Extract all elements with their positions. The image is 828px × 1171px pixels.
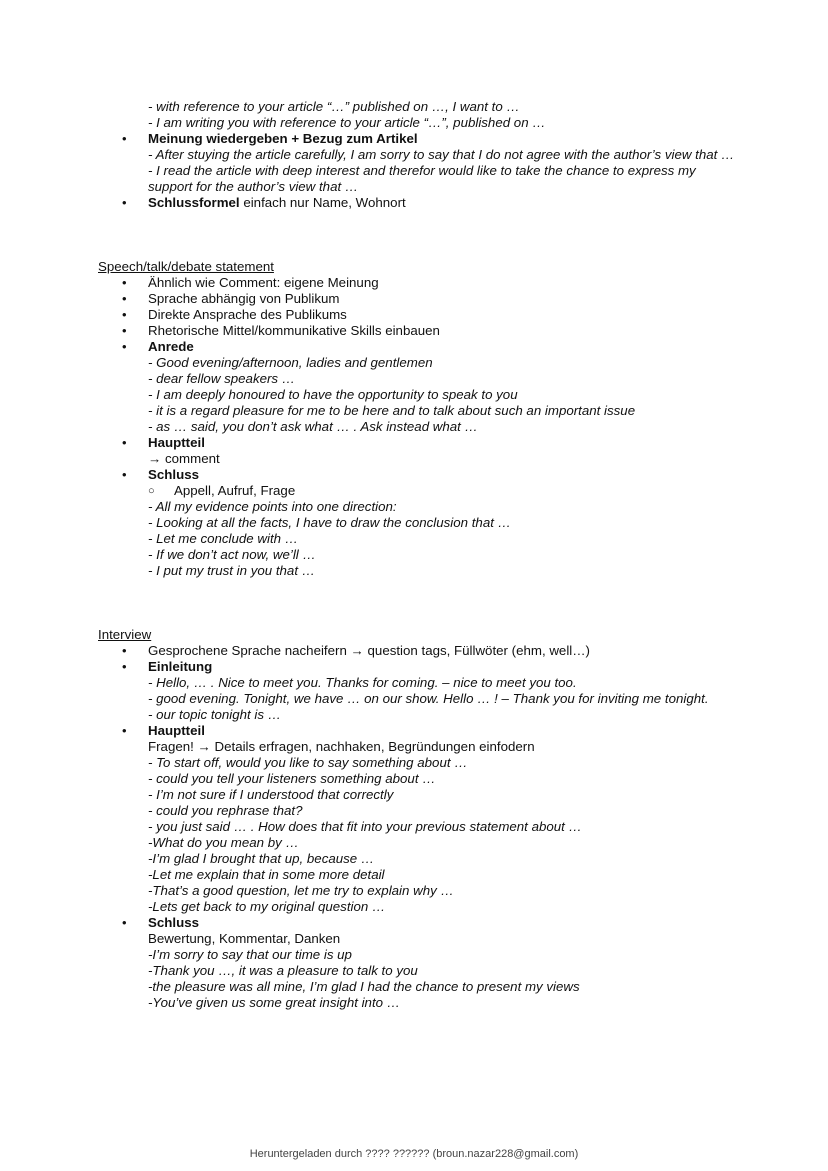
item-text: Direkte Ansprache des Publikums xyxy=(148,307,347,322)
list-item xyxy=(98,723,738,915)
example-phrase: - Let me conclude with … xyxy=(148,531,299,546)
example-phrase: - If we don’t act now, we’ll … xyxy=(148,547,316,562)
list-item xyxy=(98,99,738,131)
item-bold-label: Schluss xyxy=(148,467,199,482)
example-phrase: -You’ve given us some great insight into … xyxy=(148,995,401,1010)
list-item xyxy=(98,195,738,211)
item-text: Rhetorische Mittel/kommunikative Skills einbauen xyxy=(148,323,440,338)
example-phrase: - I am writing you with reference to your article “…”, published on … xyxy=(148,115,546,130)
section-heading: Interview xyxy=(98,627,152,642)
bullet-icon: • xyxy=(122,723,127,738)
section-spacer xyxy=(98,579,738,627)
example-phrase: -I’m glad I brought that up, because … xyxy=(148,851,375,866)
example-phrase: -the pleasure was all mine, I’m glad I had the chance to present my views xyxy=(148,979,580,994)
list-item xyxy=(98,643,738,659)
list-item xyxy=(98,435,738,467)
bullet-icon: • xyxy=(122,307,127,322)
item-title xyxy=(148,467,738,483)
example-phrase: - To start off, would you like to say something about … xyxy=(148,755,468,770)
item-text: Sprache abhängig von Publikum xyxy=(148,291,340,306)
list-item xyxy=(98,339,738,435)
item-title xyxy=(148,723,738,739)
example-phrase: - it is a regard pleasure for me to be here and to talk about such an important issue xyxy=(148,403,636,418)
item-title xyxy=(148,435,738,451)
item-bold-label: Hauptteil xyxy=(148,435,205,450)
example-phrase: - good evening. Tonight, we have … on our show. Hello … ! – Thank you for inviting me tonight. xyxy=(148,691,709,706)
item-title xyxy=(148,323,738,339)
bullet-icon: • xyxy=(122,291,127,306)
example-phrase: -Thank you …, it was a pleasure to talk to you xyxy=(148,963,418,978)
example-phrase: - could you tell your listeners something about … xyxy=(148,771,436,786)
item-text: einfach nur Name, Wohnort xyxy=(239,195,406,210)
item-text: Ähnlich wie Comment: eigene Meinung xyxy=(148,275,379,290)
item-title xyxy=(148,291,738,307)
item-title xyxy=(148,275,738,291)
list-item xyxy=(98,131,738,195)
list-item xyxy=(98,275,738,291)
item-title xyxy=(148,131,738,147)
section xyxy=(98,259,738,579)
example-phrase: - After stuying the article carefully, I am sorry to say that I do not agree with the author’s view that … xyxy=(148,147,735,162)
example-phrase: - could you rephrase that? xyxy=(148,803,303,818)
section-spacer xyxy=(98,211,738,259)
item-text: Gesprochene Sprache nacheifern → question tags, Füllwöter (ehm, well…) xyxy=(148,643,590,658)
example-phrase: - dear fellow speakers … xyxy=(148,371,296,386)
item-title xyxy=(148,643,738,659)
document-body xyxy=(98,99,738,1011)
download-footer: Heruntergeladen durch ???? ?????? (broun.nazar228@gmail.com) xyxy=(249,1148,579,1160)
sub-bullet-item xyxy=(148,483,738,499)
item-title xyxy=(148,195,738,211)
example-phrase: - Looking at all the facts, I have to draw the conclusion that … xyxy=(148,515,511,530)
item-title xyxy=(148,659,738,675)
example-phrase: → comment xyxy=(148,451,220,466)
example-phrase: - our topic tonight is … xyxy=(148,707,282,722)
section-heading: Speech/talk/debate statement xyxy=(98,259,274,274)
example-phrase: -Lets get back to my original question … xyxy=(148,899,386,914)
item-title xyxy=(148,307,738,323)
example-phrase: - I put my trust in you that … xyxy=(148,563,316,578)
example-phrase: - I read the article with deep interest and therefor would like to take the chance to express my support for the author’s view that … xyxy=(148,163,696,194)
example-phrase: -What do you mean by … xyxy=(148,835,299,850)
circle-bullet-icon: ○ xyxy=(148,485,155,497)
list-item xyxy=(98,467,738,579)
example-phrase: - as … said, you don’t ask what … . Ask instead what … xyxy=(148,419,478,434)
example-phrase: - Hello, … . Nice to meet you. Thanks for coming. – nice to meet you too. xyxy=(148,675,577,690)
example-phrase: - All my evidence points into one direction: xyxy=(148,499,397,514)
item-title xyxy=(148,915,738,931)
item-bold-label: Hauptteil xyxy=(148,723,205,738)
item-title xyxy=(148,339,738,355)
item-bold-label: Einleitung xyxy=(148,659,213,674)
bullet-icon: • xyxy=(122,323,127,338)
example-phrase: Fragen! → Details erfragen, nachhaken, Begründungen einfodern xyxy=(148,739,535,754)
example-phrase: -I’m sorry to say that our time is up xyxy=(148,947,352,962)
example-phrase: - I’m not sure if I understood that correctly xyxy=(148,787,394,802)
example-phrase: Bewertung, Kommentar, Danken xyxy=(148,931,341,946)
bullet-icon: • xyxy=(122,195,127,210)
list-item xyxy=(98,307,738,323)
example-phrase: -Let me explain that in some more detail xyxy=(148,867,385,882)
bullet-icon: • xyxy=(122,659,127,674)
example-phrase: - you just said … . How does that fit into your previous statement about … xyxy=(148,819,582,834)
item-bold-label: Meinung wiedergeben + Bezug zum Artikel xyxy=(148,131,418,146)
example-phrase: - Good evening/afternoon, ladies and gentlemen xyxy=(148,355,433,370)
bullet-icon: • xyxy=(122,915,127,930)
list-item xyxy=(98,915,738,1011)
list-item xyxy=(98,659,738,723)
bullet-icon: • xyxy=(122,275,127,290)
section xyxy=(98,99,738,211)
bullet-icon: • xyxy=(122,643,127,658)
list-item xyxy=(98,323,738,339)
example-phrase: - I am deeply honoured to have the opportunity to speak to you xyxy=(148,387,518,402)
section xyxy=(98,627,738,1011)
sub-bullet-text: Appell, Aufruf, Frage xyxy=(174,483,296,498)
item-bold-label: Anrede xyxy=(148,339,194,354)
bullet-icon: • xyxy=(122,467,127,482)
example-phrase: - with reference to your article “…” published on …, I want to … xyxy=(148,99,520,114)
example-phrase: -That’s a good question, let me try to explain why … xyxy=(148,883,454,898)
item-bold-label: Schlussformel xyxy=(148,195,240,210)
list-item xyxy=(98,291,738,307)
bullet-icon: • xyxy=(122,435,127,450)
bullet-icon: • xyxy=(122,131,127,146)
bullet-icon: • xyxy=(122,339,127,354)
item-bold-label: Schluss xyxy=(148,915,199,930)
